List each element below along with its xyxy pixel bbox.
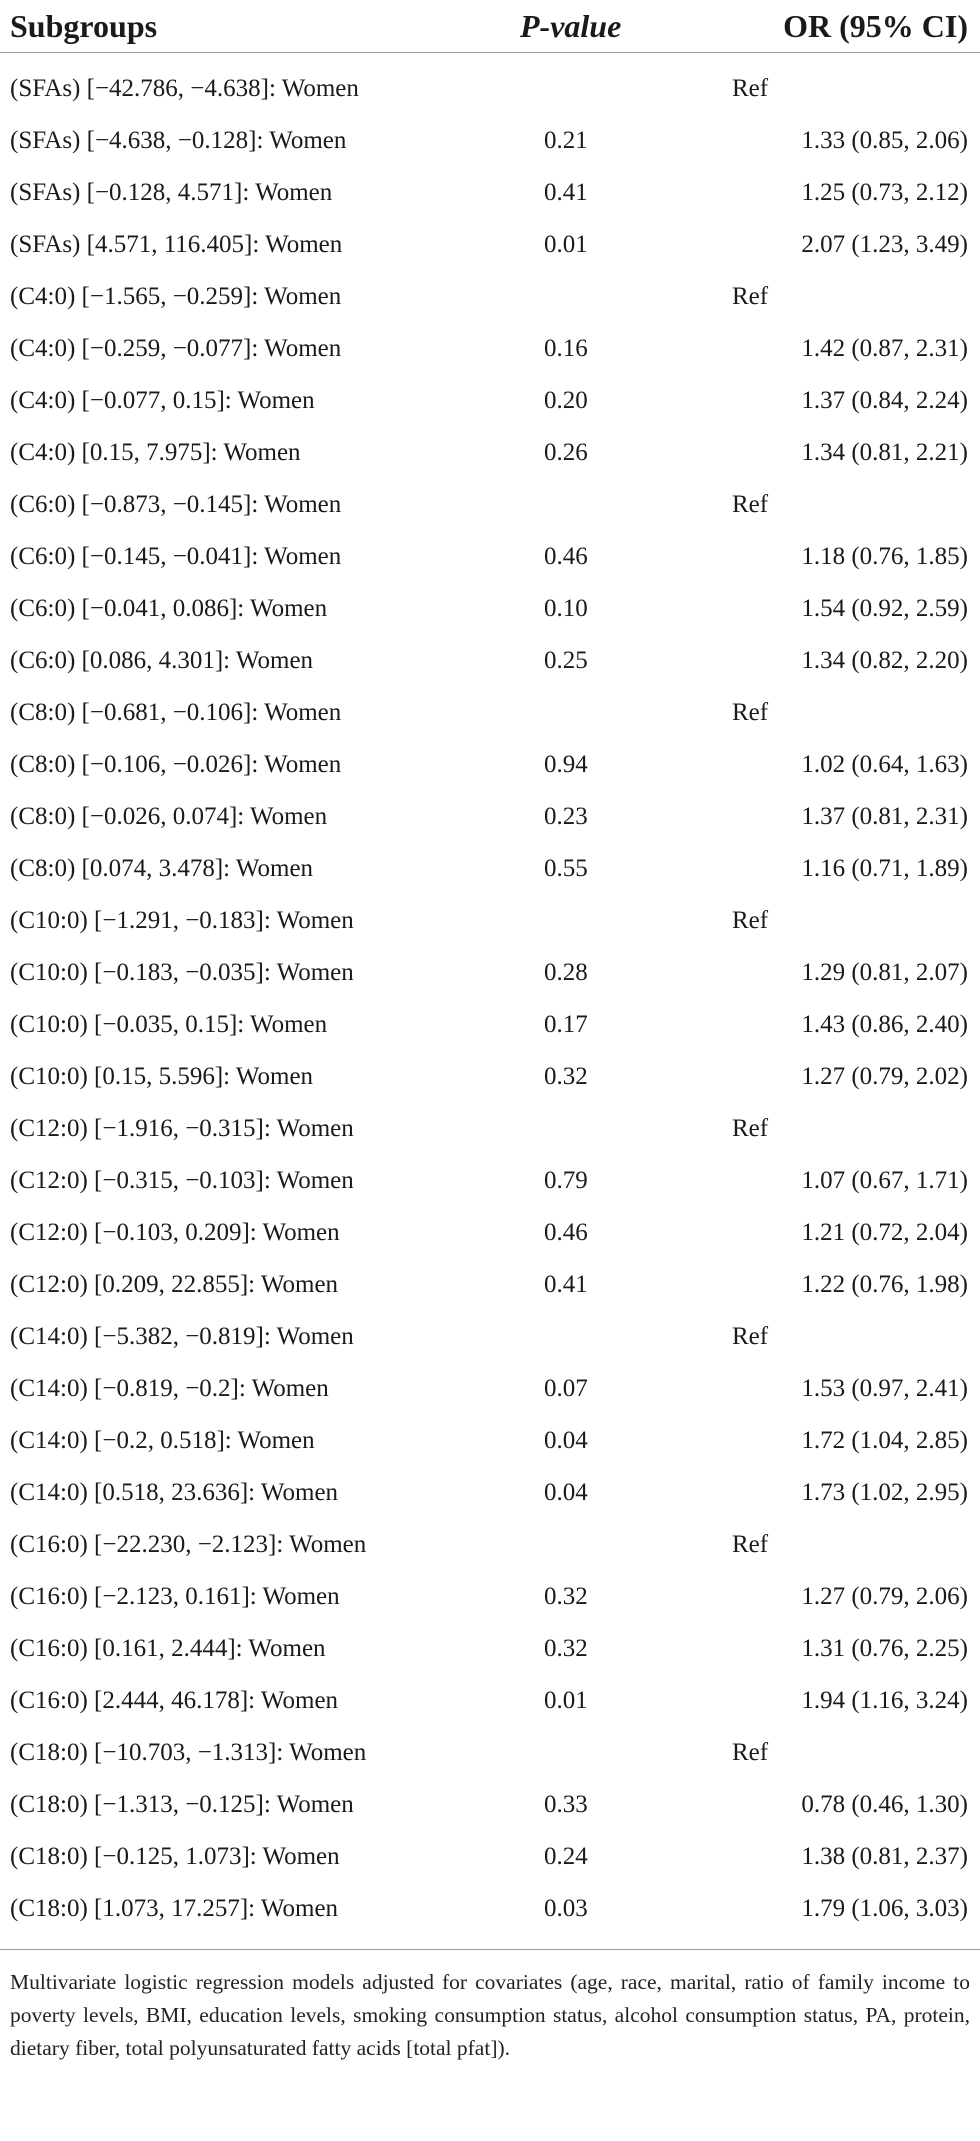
cell-subgroup: (SFAs) [4.571, 116.405]: Women — [10, 231, 343, 258]
cell-p-value: 0.03 — [544, 1895, 588, 1922]
cell-subgroup: (C10:0) [−1.291, −0.183]: Women — [10, 907, 354, 934]
table-body — [0, 53, 980, 1935]
table-row — [0, 219, 980, 271]
cell-subgroup: (C12:0) [0.209, 22.855]: Women — [10, 1271, 339, 1298]
table-row — [0, 999, 980, 1051]
cell-subgroup: (C10:0) [−0.035, 0.15]: Women — [10, 1011, 328, 1038]
cell-p-value: 0.17 — [544, 1011, 588, 1038]
table-row — [0, 687, 980, 739]
cell-or-ci: 1.31 (0.76, 2.25) — [801, 1635, 968, 1662]
cell-or-ci: 1.94 (1.16, 3.24) — [801, 1687, 968, 1714]
cell-p-value: 0.10 — [544, 595, 588, 622]
cell-or-ci: Ref — [732, 1115, 769, 1142]
cell-p-value: 0.24 — [544, 1843, 588, 1870]
cell-or-ci: 1.27 (0.79, 2.06) — [801, 1583, 968, 1610]
cell-subgroup: (C14:0) [−5.382, −0.819]: Women — [10, 1323, 354, 1350]
cell-subgroup: (C4:0) [−0.259, −0.077]: Women — [10, 335, 342, 362]
cell-p-value: 0.07 — [544, 1375, 588, 1402]
cell-p-value: 0.01 — [544, 1687, 588, 1714]
cell-p-value: 0.20 — [544, 387, 588, 414]
cell-p-value: 0.01 — [544, 231, 588, 258]
cell-or-ci: 1.43 (0.86, 2.40) — [801, 1011, 968, 1038]
cell-subgroup: (C12:0) [−1.916, −0.315]: Women — [10, 1115, 354, 1142]
cell-subgroup: (C16:0) [2.444, 46.178]: Women — [10, 1687, 339, 1714]
cell-or-ci: 1.18 (0.76, 1.85) — [801, 543, 968, 570]
table-row — [0, 1675, 980, 1727]
table-row — [0, 1779, 980, 1831]
table-row — [0, 1623, 980, 1675]
table-row — [0, 791, 980, 843]
cell-or-ci: 1.02 (0.64, 1.63) — [801, 751, 968, 778]
cell-or-ci: Ref — [732, 491, 769, 518]
table-row — [0, 531, 980, 583]
cell-subgroup: (C8:0) [−0.026, 0.074]: Women — [10, 803, 328, 830]
table-row — [0, 479, 980, 531]
cell-or-ci: 1.37 (0.84, 2.24) — [801, 387, 968, 414]
table-row — [0, 1259, 980, 1311]
cell-or-ci: Ref — [732, 1739, 769, 1766]
table-row — [0, 635, 980, 687]
cell-subgroup: (C8:0) [−0.106, −0.026]: Women — [10, 751, 342, 778]
cell-p-value: 0.16 — [544, 335, 588, 362]
cell-or-ci: 1.79 (1.06, 3.03) — [801, 1895, 968, 1922]
cell-subgroup: (C6:0) [−0.873, −0.145]: Women — [10, 491, 342, 518]
cell-p-value: 0.41 — [544, 179, 588, 206]
cell-subgroup: (C14:0) [0.518, 23.636]: Women — [10, 1479, 339, 1506]
cell-subgroup: (SFAs) [−42.786, −4.638]: Women — [10, 75, 359, 102]
table-row — [0, 1051, 980, 1103]
cell-or-ci: Ref — [732, 1323, 769, 1350]
cell-or-ci: 1.27 (0.79, 2.02) — [801, 1063, 968, 1090]
table-row — [0, 1727, 980, 1779]
table-row — [0, 115, 980, 167]
table-row — [0, 1363, 980, 1415]
cell-or-ci: 1.54 (0.92, 2.59) — [801, 595, 968, 622]
cell-subgroup: (SFAs) [−4.638, −0.128]: Women — [10, 127, 347, 154]
header-or-ci: OR (95% CI) — [783, 7, 968, 44]
header-subgroups: Subgroups — [10, 7, 158, 44]
cell-or-ci: 1.53 (0.97, 2.41) — [801, 1375, 968, 1402]
cell-subgroup: (C14:0) [−0.2, 0.518]: Women — [10, 1427, 315, 1454]
cell-subgroup: (C6:0) [−0.145, −0.041]: Women — [10, 543, 342, 570]
cell-or-ci: 1.34 (0.81, 2.21) — [801, 439, 968, 466]
cell-or-ci: Ref — [732, 75, 769, 102]
table-row — [0, 947, 980, 999]
header-p-value: P-value — [520, 7, 622, 44]
cell-subgroup: (C6:0) [−0.041, 0.086]: Women — [10, 595, 328, 622]
table-row — [0, 427, 980, 479]
table-row — [0, 895, 980, 947]
cell-p-value: 0.46 — [544, 1219, 588, 1246]
cell-p-value: 0.32 — [544, 1635, 588, 1662]
cell-subgroup: (SFAs) [−0.128, 4.571]: Women — [10, 179, 333, 206]
cell-p-value: 0.26 — [544, 439, 588, 466]
table-row — [0, 323, 980, 375]
table-row — [0, 167, 980, 219]
cell-subgroup: (C4:0) [−1.565, −0.259]: Women — [10, 283, 342, 310]
cell-p-value: 0.79 — [544, 1167, 588, 1194]
cell-or-ci: Ref — [732, 699, 769, 726]
cell-subgroup: (C4:0) [−0.077, 0.15]: Women — [10, 387, 315, 414]
cell-or-ci: 1.22 (0.76, 1.98) — [801, 1271, 968, 1298]
table-row — [0, 1207, 980, 1259]
cell-p-value: 0.04 — [544, 1427, 588, 1454]
cell-p-value: 0.46 — [544, 543, 588, 570]
cell-subgroup: (C12:0) [−0.315, −0.103]: Women — [10, 1167, 354, 1194]
cell-subgroup: (C6:0) [0.086, 4.301]: Women — [10, 647, 314, 674]
table-row — [0, 583, 980, 635]
cell-or-ci: 1.42 (0.87, 2.31) — [801, 335, 968, 362]
cell-subgroup: (C18:0) [−1.313, −0.125]: Women — [10, 1791, 354, 1818]
cell-p-value: 0.32 — [544, 1063, 588, 1090]
table-row — [0, 1415, 980, 1467]
cell-p-value: 0.21 — [544, 127, 588, 154]
table-row — [0, 1571, 980, 1623]
table-row — [0, 1155, 980, 1207]
table-header — [0, 0, 980, 53]
table-row — [0, 1831, 980, 1883]
cell-p-value: 0.32 — [544, 1583, 588, 1610]
table-footnote: Multivariate logistic regression models adjusted for covariates (age, race, marital, ratio of family income to poverty levels, BMI, education levels, smoking consumption status, alcohol consumption status, PA, protein, dietary fiber, total polyunsaturated fatty acids [total pfat]). — [0, 1949, 980, 2065]
cell-or-ci: 0.78 (0.46, 1.30) — [801, 1791, 968, 1818]
cell-p-value: 0.25 — [544, 647, 588, 674]
cell-or-ci: 1.25 (0.73, 2.12) — [801, 179, 968, 206]
table-row — [0, 375, 980, 427]
cell-subgroup: (C10:0) [0.15, 5.596]: Women — [10, 1063, 314, 1090]
cell-subgroup: (C16:0) [0.161, 2.444]: Women — [10, 1635, 326, 1662]
cell-or-ci: 1.07 (0.67, 1.71) — [801, 1167, 968, 1194]
cell-or-ci: 1.38 (0.81, 2.37) — [801, 1843, 968, 1870]
cell-or-ci: 1.33 (0.85, 2.06) — [801, 127, 968, 154]
cell-or-ci: Ref — [732, 1531, 769, 1558]
table-row — [0, 1519, 980, 1571]
cell-subgroup: (C18:0) [1.073, 17.257]: Women — [10, 1895, 339, 1922]
cell-or-ci: 1.29 (0.81, 2.07) — [801, 959, 968, 986]
cell-subgroup: (C8:0) [−0.681, −0.106]: Women — [10, 699, 342, 726]
table-row — [0, 739, 980, 791]
table-row — [0, 63, 980, 115]
cell-p-value: 0.04 — [544, 1479, 588, 1506]
cell-subgroup: (C14:0) [−0.819, −0.2]: Women — [10, 1375, 329, 1402]
cell-subgroup: (C10:0) [−0.183, −0.035]: Women — [10, 959, 354, 986]
cell-or-ci: 1.73 (1.02, 2.95) — [801, 1479, 968, 1506]
cell-or-ci: 1.21 (0.72, 2.04) — [801, 1219, 968, 1246]
table-row — [0, 1467, 980, 1519]
cell-or-ci: 1.34 (0.82, 2.20) — [801, 647, 968, 674]
cell-subgroup: (C8:0) [0.074, 3.478]: Women — [10, 855, 314, 882]
table-row — [0, 271, 980, 323]
cell-or-ci: Ref — [732, 283, 769, 310]
cell-or-ci: 2.07 (1.23, 3.49) — [801, 231, 968, 258]
cell-or-ci: 1.37 (0.81, 2.31) — [801, 803, 968, 830]
cell-p-value: 0.23 — [544, 803, 588, 830]
cell-or-ci: 1.16 (0.71, 1.89) — [801, 855, 968, 882]
cell-subgroup: (C16:0) [−2.123, 0.161]: Women — [10, 1583, 340, 1610]
cell-subgroup: (C16:0) [−22.230, −2.123]: Women — [10, 1531, 367, 1558]
cell-p-value: 0.33 — [544, 1791, 588, 1818]
cell-subgroup: (C18:0) [−0.125, 1.073]: Women — [10, 1843, 340, 1870]
table-row — [0, 1311, 980, 1363]
cell-or-ci: 1.72 (1.04, 2.85) — [801, 1427, 968, 1454]
table-row — [0, 843, 980, 895]
cell-or-ci: Ref — [732, 907, 769, 934]
cell-subgroup: (C4:0) [0.15, 7.975]: Women — [10, 439, 301, 466]
table-row — [0, 1883, 980, 1935]
cell-subgroup: (C12:0) [−0.103, 0.209]: Women — [10, 1219, 340, 1246]
cell-p-value: 0.55 — [544, 855, 588, 882]
cell-p-value: 0.28 — [544, 959, 588, 986]
cell-p-value: 0.94 — [544, 751, 588, 778]
table-row — [0, 1103, 980, 1155]
cell-p-value: 0.41 — [544, 1271, 588, 1298]
cell-subgroup: (C18:0) [−10.703, −1.313]: Women — [10, 1739, 367, 1766]
